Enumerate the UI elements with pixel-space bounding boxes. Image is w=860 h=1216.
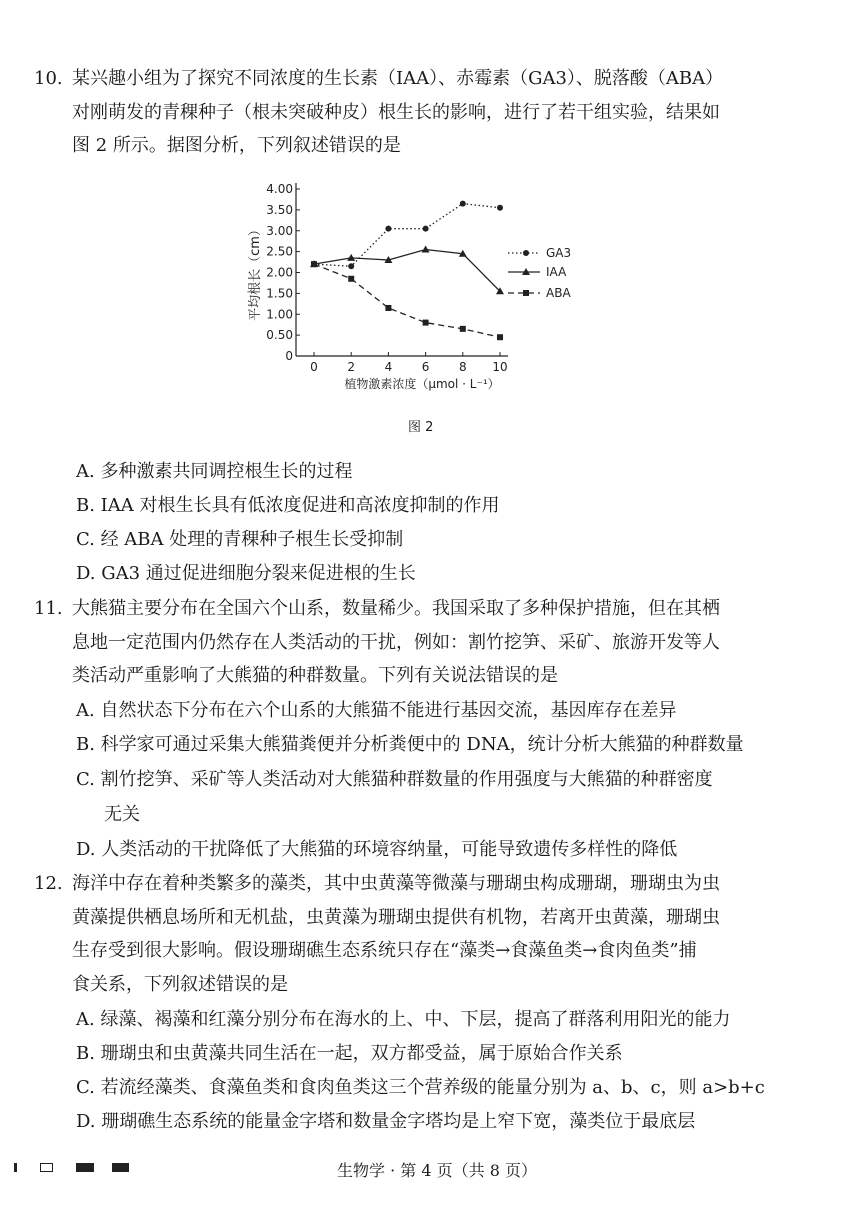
print-mark <box>14 1163 17 1172</box>
x-tick-label: 8 <box>458 360 467 374</box>
option-c: C. 若流经藻类、食藻鱼类和食肉鱼类这三个营养级的能量分别为 a、b、c，则 a>b+c <box>76 1077 765 1098</box>
series-line-iaa <box>314 250 500 292</box>
option-c-continued: 无关 <box>104 804 140 825</box>
question-number: 11. <box>34 598 63 619</box>
x-tick-label: 0 <box>310 360 318 374</box>
option-c: C. 割竹挖笋、采矿等人类活动对大熊猫种群数量的作用强度与大熊猫的种群密度 <box>76 769 713 790</box>
legend-label-iaa: IAA <box>546 265 567 279</box>
data-point-aba <box>348 276 354 282</box>
question-text-line: 食关系，下列叙述错误的是 <box>72 973 288 995</box>
y-tick-label: 3.00 <box>266 223 293 238</box>
question-text-line: 息地一定范围内仍然存在人类活动的干扰，例如：割竹挖笋、采矿、旅游开发等人 <box>72 631 720 653</box>
option-a: A. 绿藻、褐藻和红藻分别分布在海水的上、中、下层，提高了群落利用阳光的能力 <box>76 1009 731 1030</box>
option-d: D. 人类活动的干扰降低了大熊猫的环境容纳量，可能导致遗传多样性的降低 <box>76 839 678 860</box>
question-text-line: 大熊猫主要分布在全国六个山系，数量稀少。我国采取了多种保护措施，但在其栖 <box>72 598 720 619</box>
question-text-line: 黄藻提供栖息场所和无机盐，虫黄藻为珊瑚虫提供有机物，若离开虫黄藻，珊瑚虫 <box>72 906 720 928</box>
question-11 <box>34 592 794 693</box>
legend-marker-ga3 <box>523 250 529 256</box>
question-text-line: 某兴趣小组为了探究不同浓度的生长素（IAA）、赤霉素（GA3）、脱落酸（ABA） <box>72 68 724 89</box>
data-point-iaa <box>347 254 355 261</box>
series-line-aba <box>314 264 500 337</box>
data-point-iaa <box>422 246 430 253</box>
page-footer: 生物学 · 第 4 页（共 8 页） <box>337 1161 537 1180</box>
x-axis-label: 植物激素浓度（μmol · L⁻¹） <box>344 377 500 391</box>
x-tick-label: 2 <box>347 360 356 374</box>
x-tick-label: 10 <box>492 360 508 374</box>
figure-caption: 图 2 <box>408 420 434 435</box>
data-point-aba <box>497 334 503 340</box>
y-tick-label: 3.50 <box>266 202 293 217</box>
data-point-ga3 <box>423 226 429 232</box>
data-point-ga3 <box>460 201 466 207</box>
option-a: A. 自然状态下分布在六个山系的大熊猫不能进行基因交流，基因库存在差异 <box>76 700 677 721</box>
print-mark <box>40 1163 53 1172</box>
y-axis-label: 平均根长（cm） <box>248 223 263 321</box>
data-point-aba <box>460 326 466 332</box>
question-text-line: 海洋中存在着种类繁多的藻类，其中虫黄藻等微藻与珊瑚虫构成珊瑚，珊瑚虫为虫 <box>72 873 720 894</box>
question-12 <box>34 867 794 1001</box>
option-c: C. 经 ABA 处理的青稞种子根生长受抑制 <box>76 529 404 550</box>
figure-2-chart <box>0 0 860 410</box>
data-point-aba <box>385 305 391 311</box>
data-point-ga3 <box>497 205 503 211</box>
question-number: 10. <box>34 68 63 89</box>
y-tick-label: 2.50 <box>266 244 293 259</box>
question-text-line: 对刚萌发的青稞种子（根未突破种皮）根生长的影响，进行了若干组实验，结果如 <box>72 101 720 123</box>
option-b: B. 科学家可通过采集大熊猫粪便并分析粪便中的 DNA，统计分析大熊猫的种群数量 <box>76 734 744 755</box>
option-d: D. 珊瑚礁生态系统的能量金字塔和数量金字塔均是上窄下宽，藻类位于最底层 <box>76 1111 696 1132</box>
data-point-ga3 <box>385 226 391 232</box>
question-text-line: 图 2 所示。据图分析，下列叙述错误的是 <box>72 135 401 156</box>
data-point-ga3 <box>348 263 354 269</box>
option-a: A. 多种激素共同调控根生长的过程 <box>76 461 353 482</box>
legend-marker-aba <box>523 290 529 296</box>
x-tick-label: 6 <box>421 360 430 374</box>
y-tick-label: 0 <box>285 349 293 363</box>
option-b: B. IAA 对根生长具有低浓度促进和高浓度抑制的作用 <box>76 495 500 516</box>
option-b: B. 珊瑚虫和虫黄藻共同生活在一起，双方都受益，属于原始合作关系 <box>76 1043 623 1064</box>
y-tick-label: 0.50 <box>266 328 293 343</box>
question-text-line: 生存受到很大影响。假设珊瑚礁生态系统只存在“藻类→食藻鱼类→食肉鱼类”捕 <box>72 940 697 961</box>
y-tick-label: 1.00 <box>266 307 293 322</box>
y-tick-label: 1.50 <box>266 286 293 301</box>
y-tick-label: 4.00 <box>266 182 293 196</box>
data-point-aba <box>311 261 317 267</box>
data-point-aba <box>423 320 429 326</box>
legend-label-aba: ABA <box>546 286 571 300</box>
question-text-line: 类活动严重影响了大熊猫的种群数量。下列有关说法错误的是 <box>72 665 558 686</box>
legend-label-ga3: GA3 <box>546 246 572 260</box>
question-number: 12. <box>34 873 63 894</box>
series-line-ga3 <box>314 204 500 267</box>
x-tick-label: 4 <box>384 360 393 374</box>
option-d: D. GA3 通过促进细胞分裂来促进根的生长 <box>76 563 416 584</box>
print-mark <box>76 1163 94 1172</box>
y-tick-label: 2.00 <box>266 265 293 280</box>
print-mark <box>112 1163 129 1172</box>
